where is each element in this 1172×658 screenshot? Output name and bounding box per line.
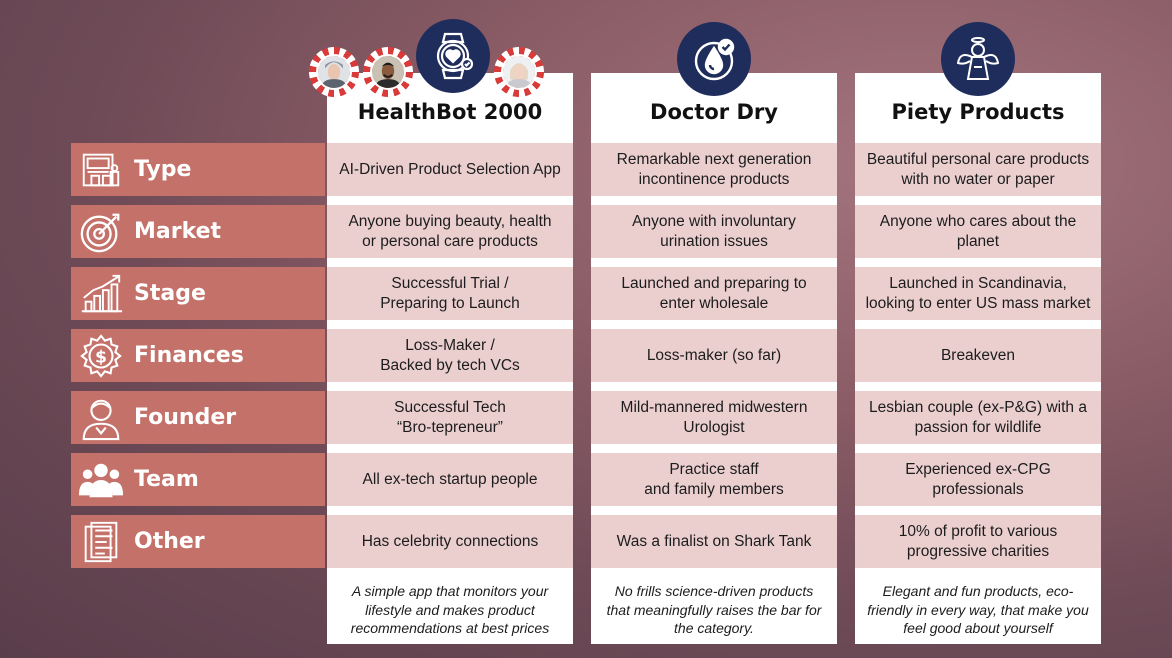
dollar-gear-icon <box>71 329 131 382</box>
row-label-text: Team <box>134 467 199 492</box>
cell-founder: Lesbian couple (ex-P&G) with a passion for wildlife <box>855 391 1101 444</box>
row-label-founder <box>71 391 325 444</box>
company-name: Piety Products <box>891 100 1065 124</box>
cell-stage: Launched in Scandinavia, looking to enter US mass market <box>855 267 1101 320</box>
company-tagline: No frills science-driven products that meaningfully raises the bar for the category. <box>606 583 822 637</box>
row-label-finances <box>71 329 325 382</box>
cell-type: Remarkable next generation incontinence products <box>591 143 837 196</box>
cell-other: Has celebrity connections <box>327 515 573 568</box>
row-label-other <box>71 515 325 568</box>
row-label-stage <box>71 267 325 320</box>
cell-type: Beautiful personal care products with no water or paper <box>855 143 1101 196</box>
company-column-doctor-dry <box>591 73 837 644</box>
cell-founder: Successful Tech “Bro-tepreneur” <box>327 391 573 444</box>
company-name: HealthBot 2000 <box>357 100 543 124</box>
cell-stage: Successful Trial / Preparing to Launch <box>327 267 573 320</box>
company-tagline: A simple app that monitors your lifestyle and makes product recommendations at best prices <box>350 583 550 637</box>
row-label-text: Other <box>134 529 205 554</box>
cell-other: Was a finalist on Shark Tank <box>591 515 837 568</box>
row-label-text: Founder <box>134 405 237 430</box>
company-name: Doctor Dry <box>650 100 778 124</box>
cell-founder: Mild-mannered midwestern Urologist <box>591 391 837 444</box>
document-icon <box>71 515 131 568</box>
people-group-icon <box>71 453 131 506</box>
company-column-piety <box>855 73 1101 644</box>
cell-team: Practice staff and family members <box>591 453 837 506</box>
avatar <box>494 47 544 97</box>
water-drop-check-icon <box>677 22 751 96</box>
avatar <box>363 47 413 97</box>
cell-finances: Loss-maker (so far) <box>591 329 837 382</box>
svg-text:$: $ <box>94 347 108 368</box>
cell-finances: Loss-Maker / Backed by tech VCs <box>327 329 573 382</box>
cell-team: All ex-tech startup people <box>327 453 573 506</box>
person-photo-icon <box>370 54 406 90</box>
cell-team: Experienced ex-CPG professionals <box>855 453 1101 506</box>
cell-type: AI-Driven Product Selection App <box>327 143 573 196</box>
gift-shop-icon <box>71 143 131 196</box>
row-label-text: Type <box>134 157 192 182</box>
growth-chart-icon <box>71 267 131 320</box>
company-tagline: Elegant and fun products, eco- friendly in every way, that make you feel good about yourself <box>867 583 1089 637</box>
row-label-team <box>71 453 325 506</box>
cell-market: Anyone buying beauty, health or personal care products <box>327 205 573 258</box>
cell-market: Anyone who cares about the planet <box>855 205 1101 258</box>
company-column-healthbot <box>327 73 573 644</box>
person-photo-icon <box>316 54 352 90</box>
row-label-text: Market <box>134 219 222 244</box>
target-icon <box>71 205 131 258</box>
avatar <box>309 47 359 97</box>
person-icon <box>71 391 131 444</box>
row-label-type <box>71 143 325 196</box>
angel-icon <box>941 22 1015 96</box>
smartwatch-heart-icon <box>416 19 490 93</box>
cell-stage: Launched and preparing to enter wholesale <box>591 267 837 320</box>
row-label-text: Stage <box>134 281 206 306</box>
row-label-market <box>71 205 325 258</box>
cell-market: Anyone with involuntary urination issues <box>591 205 837 258</box>
person-photo-icon <box>501 54 537 90</box>
cell-finances: Breakeven <box>855 329 1101 382</box>
row-label-text: Finances <box>134 343 244 368</box>
cell-other: 10% of profit to various progressive charities <box>855 515 1101 568</box>
